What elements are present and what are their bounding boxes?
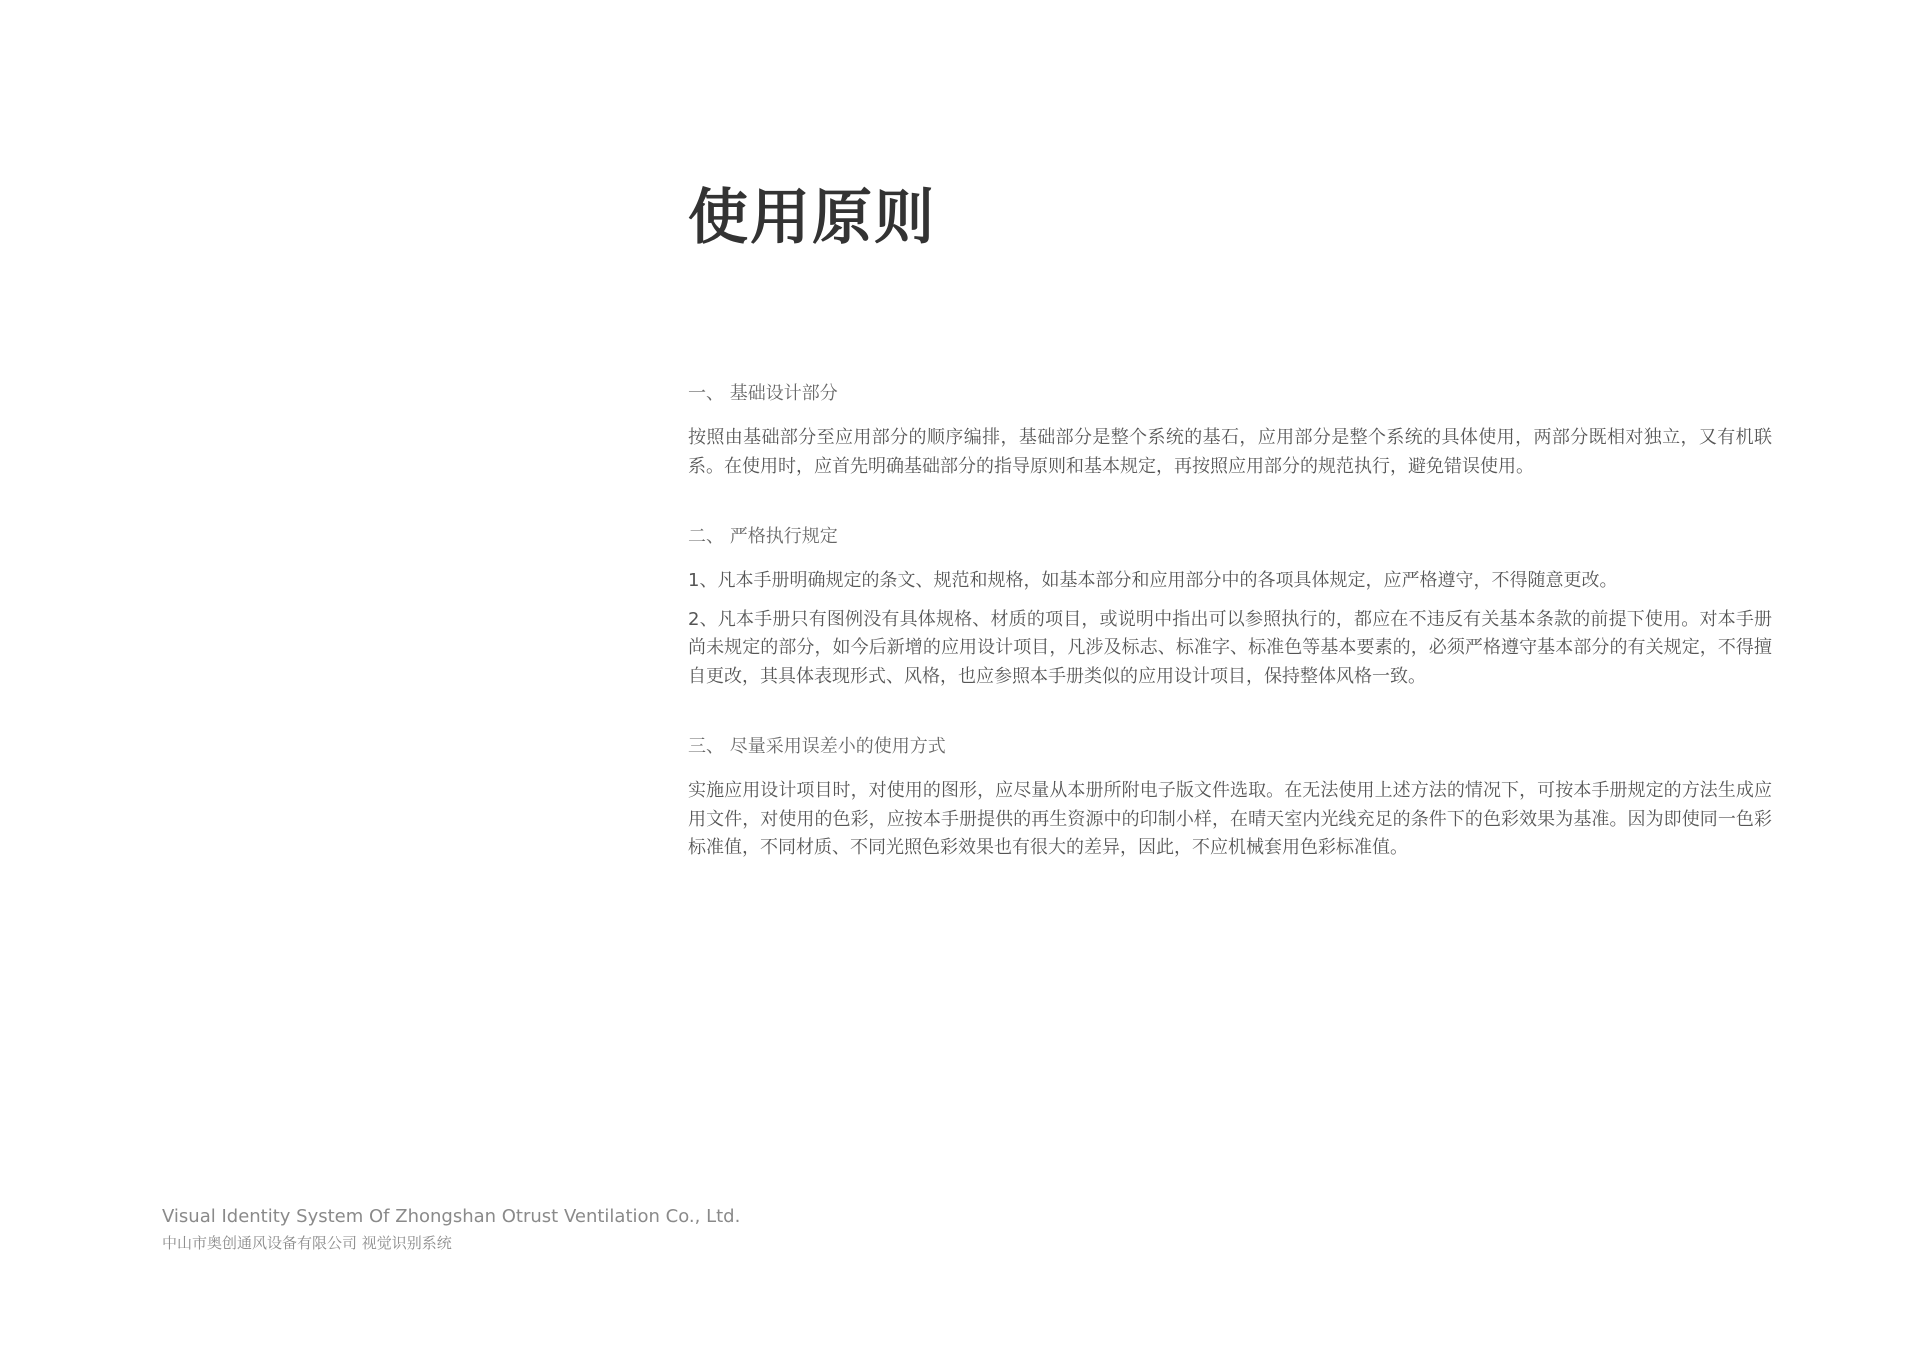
footer: [162, 1203, 862, 1255]
section-low-error-usage: [688, 733, 1772, 863]
page-title: 使用原则: [688, 183, 936, 253]
section-paragraph: 实施应用设计项目时，对使用的图形，应尽量从本册所附电子版文件选取。在无法使用上述方法的情况下，可按本手册规定的方法生成应用文件，对使用的色彩，应按本手册提供的再生资源中的印制小样，在晴天室内光线充足的条件下的色彩效果为基准。因为即使同一色彩标准值，不同材质、不同光照色彩效果也有很大的差异，因此，不应机械套用色彩标准值。: [688, 780, 1772, 858]
section-heading: 二、 严格执行规定: [688, 526, 838, 547]
principles-content: [688, 380, 1772, 863]
footer-english: Visual Identity System Of Zhongshan Otrust Ventilation Co., Ltd.: [162, 1206, 741, 1227]
section-paragraph: 2、凡本手册只有图例没有具体规格、材质的项目，或说明中指出可以参照执行的，都应在不违反有关基本条款的前提下使用。对本手册尚未规定的部分，如今后新增的应用设计项目，凡涉及标志、标准字、标准色等基本要素的，必须严格遵守基本部分的有关规定，不得擅自更改，其具体表现形式、风格，也应参照本手册类似的应用设计项目，保持整体风格一致。: [688, 608, 1772, 687]
section-heading: 一、 基础设计部分: [688, 383, 838, 404]
section-strict-rules: [688, 523, 1772, 691]
section-paragraph: 1、凡本手册明确规定的条文、规范和规格，如基本部分和应用部分中的各项具体规定，应严格遵守，不得随意更改。: [688, 570, 1618, 591]
section-paragraph: 按照由基础部分至应用部分的顺序编排，基础部分是整个系统的基石，应用部分是整个系统的具体使用，两部分既相对独立，又有机联系。在使用时，应首先明确基础部分的指导原则和基本规定，再按照应用部分的规范执行，避免错误使用。: [688, 427, 1772, 477]
footer-chinese: 中山市奥创通风设备有限公司 视觉识别系统: [162, 1234, 452, 1252]
section-heading: 三、 尽量采用误差小的使用方式: [688, 736, 946, 757]
section-basic-design: [688, 380, 1772, 481]
